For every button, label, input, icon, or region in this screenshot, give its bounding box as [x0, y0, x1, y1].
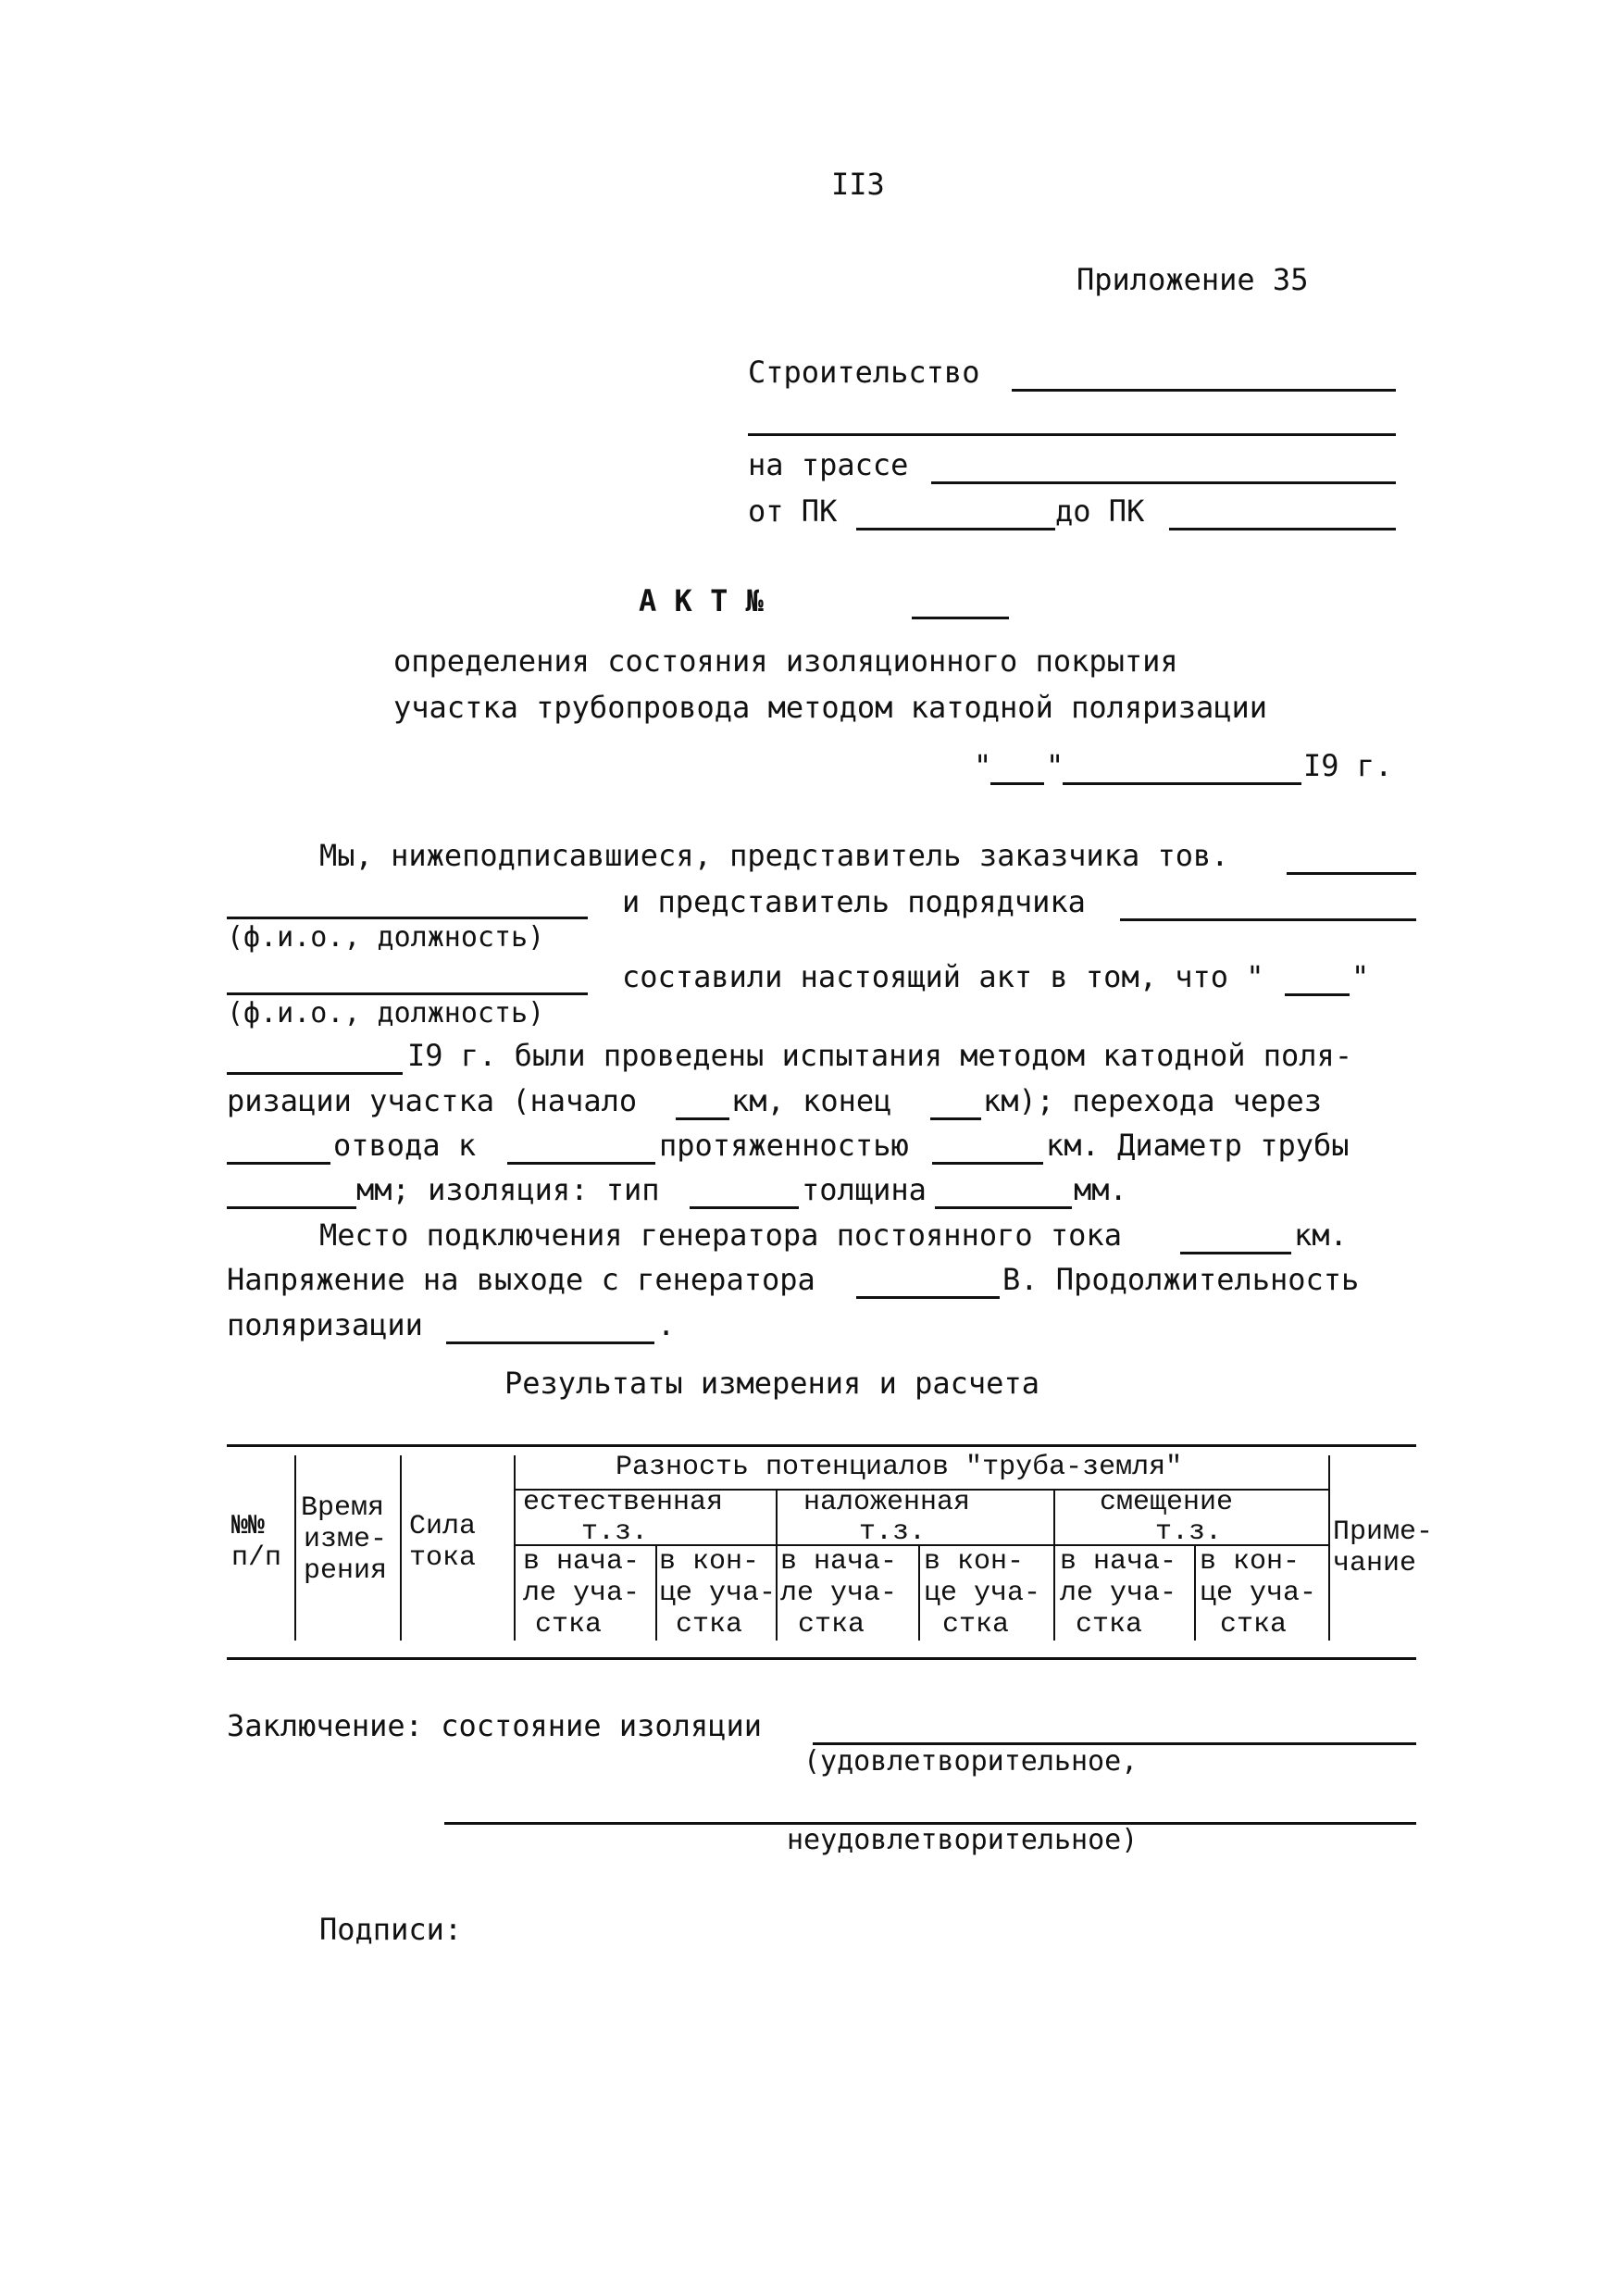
act-number-field[interactable] [912, 617, 1009, 619]
cell-end-1: в кон- [659, 1546, 760, 1578]
col-num-1: №№ [231, 1511, 266, 1542]
construction-field-line2[interactable] [748, 433, 1396, 436]
col-note-1: Приме- [1333, 1516, 1434, 1548]
tz-natural: т.з. [581, 1516, 649, 1548]
branch-field[interactable] [507, 1162, 655, 1165]
cell-end-2: це уча- [659, 1578, 777, 1609]
cell-start-3: стка [798, 1609, 865, 1641]
length-field[interactable] [932, 1162, 1043, 1165]
cell-start-1: в нача- [523, 1546, 641, 1578]
col-time-3: рения [304, 1555, 388, 1587]
cell-end-2: це уча- [924, 1578, 1041, 1609]
customer-rep-field-a[interactable] [1287, 872, 1416, 875]
customer-rep-field-b[interactable] [227, 917, 588, 919]
cell-start-2: ле уча- [523, 1578, 641, 1609]
signatures-label: Подписи: [319, 1912, 463, 1947]
col-time-2: изме- [304, 1524, 388, 1555]
date-year: I9 г. [1303, 748, 1393, 783]
col-note-2: чание [1333, 1548, 1417, 1579]
cell-start-3: стка [535, 1609, 603, 1641]
body-p2-b1: ризации участка (начало [227, 1083, 638, 1118]
table-bottom-border [227, 1657, 1416, 1660]
cell-end-3: стка [942, 1609, 1010, 1641]
route-label: на трассе [748, 447, 909, 482]
title-line-1: определения состояния изоляционного покрытия [393, 643, 1178, 679]
cell-end-3: стка [676, 1609, 743, 1641]
body-p2-a: I9 г. были проведены испытания методом катодной поля- [407, 1038, 1353, 1073]
col-current-1: Сила [409, 1511, 477, 1542]
contractor-rep-field-b[interactable] [227, 992, 588, 995]
construction-field[interactable] [1012, 389, 1396, 392]
results-title: Результаты измерения и расчета [504, 1366, 1039, 1401]
cell-start-1: в нача- [1060, 1546, 1177, 1578]
section-start-field[interactable] [676, 1117, 729, 1120]
table-divider [1194, 1546, 1196, 1641]
col-current-2: тока [409, 1542, 477, 1574]
generator-location-field[interactable] [1180, 1252, 1291, 1254]
table-divider [400, 1455, 402, 1641]
from-pk-label: от ПК [748, 493, 838, 529]
duration-field[interactable] [446, 1341, 654, 1344]
to-pk-label: до ПК [1055, 493, 1145, 529]
cell-start-3: стка [1076, 1609, 1143, 1641]
cell-start-1: в нача- [780, 1546, 898, 1578]
page-number: II3 [831, 167, 885, 202]
voltage-field[interactable] [856, 1296, 1000, 1299]
section-end-field[interactable] [930, 1117, 981, 1120]
crossing-field[interactable] [227, 1162, 330, 1165]
col-time-1: Время [301, 1492, 385, 1524]
sub-shift: смещение [1100, 1487, 1234, 1518]
group-header: Разность потенциалов "труба-земля" [616, 1452, 1183, 1483]
body-p1-a: Мы, нижеподписавшиеся, представитель заказчика тов. [319, 838, 1229, 873]
route-field[interactable] [931, 481, 1396, 484]
conclusion-caption-1: (удовлетворительное, [803, 1745, 1139, 1778]
contractor-rep-field-a[interactable] [1120, 918, 1416, 921]
tz-imposed: т.з. [859, 1516, 927, 1548]
body-p2-b3: км); перехода через [983, 1083, 1323, 1118]
body-p2-b2: км, конец [731, 1083, 892, 1118]
body-p1-c: составили настоящий акт в том, что " [622, 959, 1264, 994]
from-pk-field[interactable] [856, 528, 1055, 530]
insulation-type-field[interactable] [690, 1206, 799, 1209]
sub-imposed: наложенная [803, 1487, 971, 1518]
table-divider [294, 1455, 296, 1641]
cell-start-2: ле уча- [1060, 1578, 1177, 1609]
table-divider [918, 1546, 920, 1641]
cell-start-2: ле уча- [780, 1578, 898, 1609]
act-day-field[interactable] [1285, 993, 1350, 996]
body-p3-c1: поляризации [227, 1307, 423, 1342]
date-month-field[interactable] [1063, 782, 1301, 785]
table-divider [514, 1455, 516, 1641]
cell-end-3: стка [1220, 1609, 1288, 1641]
body-p3-b2: В. Продолжительность [1002, 1262, 1360, 1297]
construction-label: Строительство [748, 355, 980, 390]
body-p2-c2: протяженностью [659, 1128, 909, 1163]
cell-end-2: це уча- [1200, 1578, 1317, 1609]
table-divider [1328, 1455, 1330, 1641]
date-day-field[interactable] [990, 782, 1044, 785]
title-line-2: участка трубопровода методом катодной поляризации [393, 690, 1268, 725]
body-p3-a2: км. [1294, 1217, 1348, 1253]
sub-natural: естественная [523, 1487, 724, 1518]
date-quote-close: " [1046, 748, 1064, 783]
body-p2-d2: толщина [802, 1172, 927, 1207]
caption-fio-2: (ф.и.о., должность) [227, 997, 545, 1029]
cell-end-1: в кон- [1200, 1546, 1301, 1578]
table-divider [776, 1491, 778, 1641]
conclusion-caption-2: неудовлетворительное) [787, 1824, 1139, 1856]
cell-end-1: в кон- [924, 1546, 1025, 1578]
appendix-label: Приложение 35 [1077, 262, 1309, 297]
col-num-2: п/п [231, 1542, 282, 1574]
to-pk-field[interactable] [1169, 528, 1396, 530]
body-p1-c-end: " [1351, 959, 1370, 994]
body-p2-d1: мм; изоляция: тип [356, 1172, 660, 1207]
caption-fio-1: (ф.и.о., должность) [227, 921, 545, 954]
body-p2-c3: км. Диаметр трубы [1046, 1128, 1350, 1163]
body-p2-c1: отвода к [333, 1128, 477, 1163]
diameter-field[interactable] [227, 1206, 356, 1209]
table-divider [655, 1546, 657, 1641]
body-p3-c2: . [657, 1307, 676, 1342]
test-date-field[interactable] [227, 1072, 403, 1075]
body-p3-a1: Место подключения генератора постоянного тока [319, 1217, 1122, 1253]
body-p2-d3: мм. [1074, 1172, 1127, 1207]
conclusion-label: Заключение: состояние изоляции [227, 1708, 762, 1743]
table-divider [1053, 1491, 1055, 1641]
date-quote-open: " [974, 748, 992, 783]
table-top-border [227, 1444, 1416, 1447]
body-p3-b1: Напряжение на выходе с генератора [227, 1262, 815, 1297]
body-p1-b: и представитель подрядчика [622, 884, 1086, 919]
thickness-field[interactable] [935, 1206, 1072, 1209]
act-title: А К Т № [639, 583, 764, 618]
tz-shift: т.з. [1155, 1516, 1223, 1548]
